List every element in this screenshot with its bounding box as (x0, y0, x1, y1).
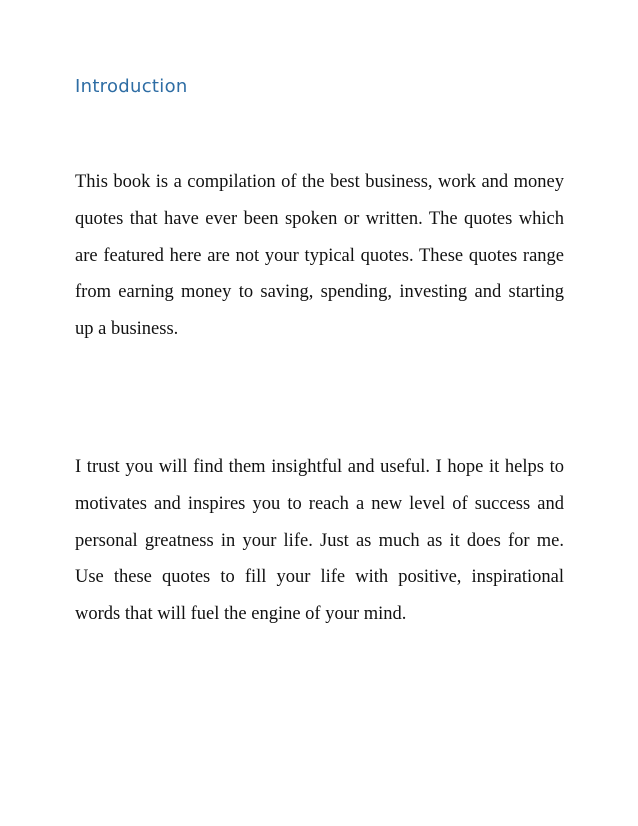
intro-paragraph-1: This book is a compilation of the best business, work and money quotes that have ever been spoken or written. The quotes which are featured here are not your typical quotes. These quotes range from earning money to saving, spending, investing and starting up a business. (75, 172, 564, 340)
intro-paragraph-2: I trust you will find them insightful and useful. I hope it helps to motivates and inspires you to reach a new level of success and personal greatness in your life. Just as much as it does for me. Use these quotes to fill your life with positive, inspirational words that will fuel the engine of your mind. (75, 457, 564, 625)
page-heading: Introduction (75, 76, 188, 97)
